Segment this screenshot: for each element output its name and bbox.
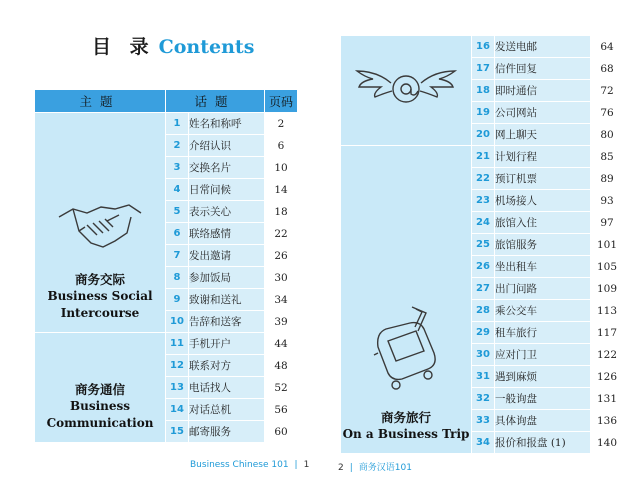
- handshake-icon: [35, 195, 165, 258]
- lesson-name: 公司网站: [495, 102, 591, 124]
- lesson-name: 告辞和送客: [189, 311, 265, 333]
- lesson-page: 136: [591, 410, 624, 432]
- lesson-name: 信件回复: [495, 58, 591, 80]
- toc-table-left: [34, 89, 298, 443]
- lesson-name: 参加饭局: [189, 267, 265, 289]
- lesson-name: 预订机票: [495, 168, 591, 190]
- lesson-number: 22: [472, 168, 495, 190]
- lesson-name: 计划行程: [495, 146, 591, 168]
- lesson-number: 8: [166, 267, 189, 289]
- topic-title-en: On a Business Trip: [342, 427, 470, 441]
- table-header: [35, 90, 298, 113]
- lesson-number: 25: [472, 234, 495, 256]
- suitcase-icon: [341, 303, 471, 396]
- lesson-number: 3: [166, 157, 189, 179]
- lesson-page: 26: [265, 245, 298, 267]
- lesson-name: 交换名片: [189, 157, 265, 179]
- lesson-number: 30: [472, 344, 495, 366]
- lesson-name: 手机开户: [189, 333, 265, 355]
- topic-title-en: Intercourse: [60, 306, 140, 320]
- table-row: [35, 113, 298, 135]
- topic-cell: [35, 333, 166, 443]
- lesson-number: 6: [166, 223, 189, 245]
- lesson-page: 117: [591, 322, 624, 344]
- lesson-name: 网上聊天: [495, 124, 591, 146]
- lesson-name: 邮寄服务: [189, 421, 265, 443]
- topic-title-en: Communication: [46, 416, 154, 430]
- topic-title-cn: 商务通信: [74, 382, 125, 397]
- lesson-name: 电话找人: [189, 377, 265, 399]
- lesson-number: 17: [472, 58, 495, 80]
- lesson-number: 21: [472, 146, 495, 168]
- lesson-name: 旅馆服务: [495, 234, 591, 256]
- lesson-page: 48: [265, 355, 298, 377]
- page-title: 目 录 Contents: [92, 36, 255, 58]
- lesson-name: 即时通信: [495, 80, 591, 102]
- lesson-name: 发送电邮: [495, 36, 591, 58]
- lesson-name: 一般询盘: [495, 388, 591, 410]
- lesson-number: 13: [166, 377, 189, 399]
- lesson-page: 52: [265, 377, 298, 399]
- table-row: [341, 36, 624, 58]
- lesson-page: 105: [591, 256, 624, 278]
- lesson-page: 68: [591, 58, 624, 80]
- lesson-page: 122: [591, 344, 624, 366]
- topic-title-cn: 商务交际: [74, 272, 125, 287]
- lesson-page: 80: [591, 124, 624, 146]
- lesson-name: 报价和报盘 (1): [495, 432, 591, 454]
- lesson-name: 联系对方: [189, 355, 265, 377]
- lesson-page: 64: [591, 36, 624, 58]
- topic-cell: [35, 113, 166, 333]
- topic-cell: [341, 146, 472, 454]
- lesson-name: 表示关心: [189, 201, 265, 223]
- lesson-number: 23: [472, 190, 495, 212]
- topic-cell: [341, 36, 472, 146]
- footer-right: 2 | 商务汉语101: [338, 463, 412, 473]
- lesson-number: 11: [166, 333, 189, 355]
- lesson-name: 出门问路: [495, 278, 591, 300]
- lesson-page: 2: [265, 113, 298, 135]
- lesson-number: 14: [166, 399, 189, 421]
- lesson-number: 31: [472, 366, 495, 388]
- lesson-number: 15: [166, 421, 189, 443]
- lesson-page: 131: [591, 388, 624, 410]
- topic-title-cn: 商务旅行: [380, 410, 431, 425]
- lesson-page: 10: [265, 157, 298, 179]
- lesson-page: 76: [591, 102, 624, 124]
- toc-table-right: [340, 35, 624, 454]
- header-topic: 主题: [35, 90, 166, 113]
- lesson-page: 22: [265, 223, 298, 245]
- lesson-number: 12: [166, 355, 189, 377]
- lesson-name: 坐出租车: [495, 256, 591, 278]
- lesson-number: 20: [472, 124, 495, 146]
- lesson-page: 113: [591, 300, 624, 322]
- lesson-name: 发出邀请: [189, 245, 265, 267]
- lesson-number: 1: [166, 113, 189, 135]
- lesson-number: 28: [472, 300, 495, 322]
- lesson-number: 4: [166, 179, 189, 201]
- right-page: [320, 0, 640, 482]
- lesson-page: 97: [591, 212, 624, 234]
- lesson-page: 101: [591, 234, 624, 256]
- lesson-page: 6: [265, 135, 298, 157]
- lesson-name: 对话总机: [189, 399, 265, 421]
- lesson-number: 24: [472, 212, 495, 234]
- lesson-page: 30: [265, 267, 298, 289]
- lesson-number: 7: [166, 245, 189, 267]
- lesson-page: 18: [265, 201, 298, 223]
- lesson-page: 126: [591, 366, 624, 388]
- lesson-name: 机场接人: [495, 190, 591, 212]
- header-page: 页码: [265, 90, 298, 113]
- lesson-page: 56: [265, 399, 298, 421]
- lesson-name: 姓名和称呼: [189, 113, 265, 135]
- lesson-number: 27: [472, 278, 495, 300]
- lesson-page: 60: [265, 421, 298, 443]
- lesson-number: 19: [472, 102, 495, 124]
- lesson-page: 109: [591, 278, 624, 300]
- lesson-number: 33: [472, 410, 495, 432]
- lesson-number: 9: [166, 289, 189, 311]
- lesson-page: 44: [265, 333, 298, 355]
- table-row: [341, 146, 624, 168]
- lesson-page: 14: [265, 179, 298, 201]
- lesson-name: 具体询盘: [495, 410, 591, 432]
- lesson-name: 旅馆入住: [495, 212, 591, 234]
- lesson-number: 18: [472, 80, 495, 102]
- lesson-name: 应对门卫: [495, 344, 591, 366]
- lesson-number: 32: [472, 388, 495, 410]
- lesson-number: 26: [472, 256, 495, 278]
- lesson-name: 遇到麻烦: [495, 366, 591, 388]
- lesson-name: 致谢和送礼: [189, 289, 265, 311]
- lesson-page: 72: [591, 80, 624, 102]
- lesson-page: 85: [591, 146, 624, 168]
- lesson-page: 89: [591, 168, 624, 190]
- lesson-name: 租车旅行: [495, 322, 591, 344]
- lesson-name: 联络感情: [189, 223, 265, 245]
- lesson-number: 29: [472, 322, 495, 344]
- lesson-number: 2: [166, 135, 189, 157]
- header-lesson: 话题: [166, 90, 265, 113]
- footer-left: Business Chinese 101 | 1: [190, 460, 310, 470]
- topic-title-en: Business: [69, 399, 131, 413]
- lesson-page: 39: [265, 311, 298, 333]
- lesson-page: 34: [265, 289, 298, 311]
- lesson-name: 日常问候: [189, 179, 265, 201]
- lesson-page: 140: [591, 432, 624, 454]
- lesson-name: 乘公交车: [495, 300, 591, 322]
- lesson-number: 16: [472, 36, 495, 58]
- topic-title-en: Business Social: [47, 289, 153, 303]
- winged-at-sign-icon: [341, 61, 471, 114]
- lesson-number: 10: [166, 311, 189, 333]
- lesson-number: 34: [472, 432, 495, 454]
- lesson-page: 93: [591, 190, 624, 212]
- table-row: [35, 333, 298, 355]
- lesson-number: 5: [166, 201, 189, 223]
- lesson-name: 介绍认识: [189, 135, 265, 157]
